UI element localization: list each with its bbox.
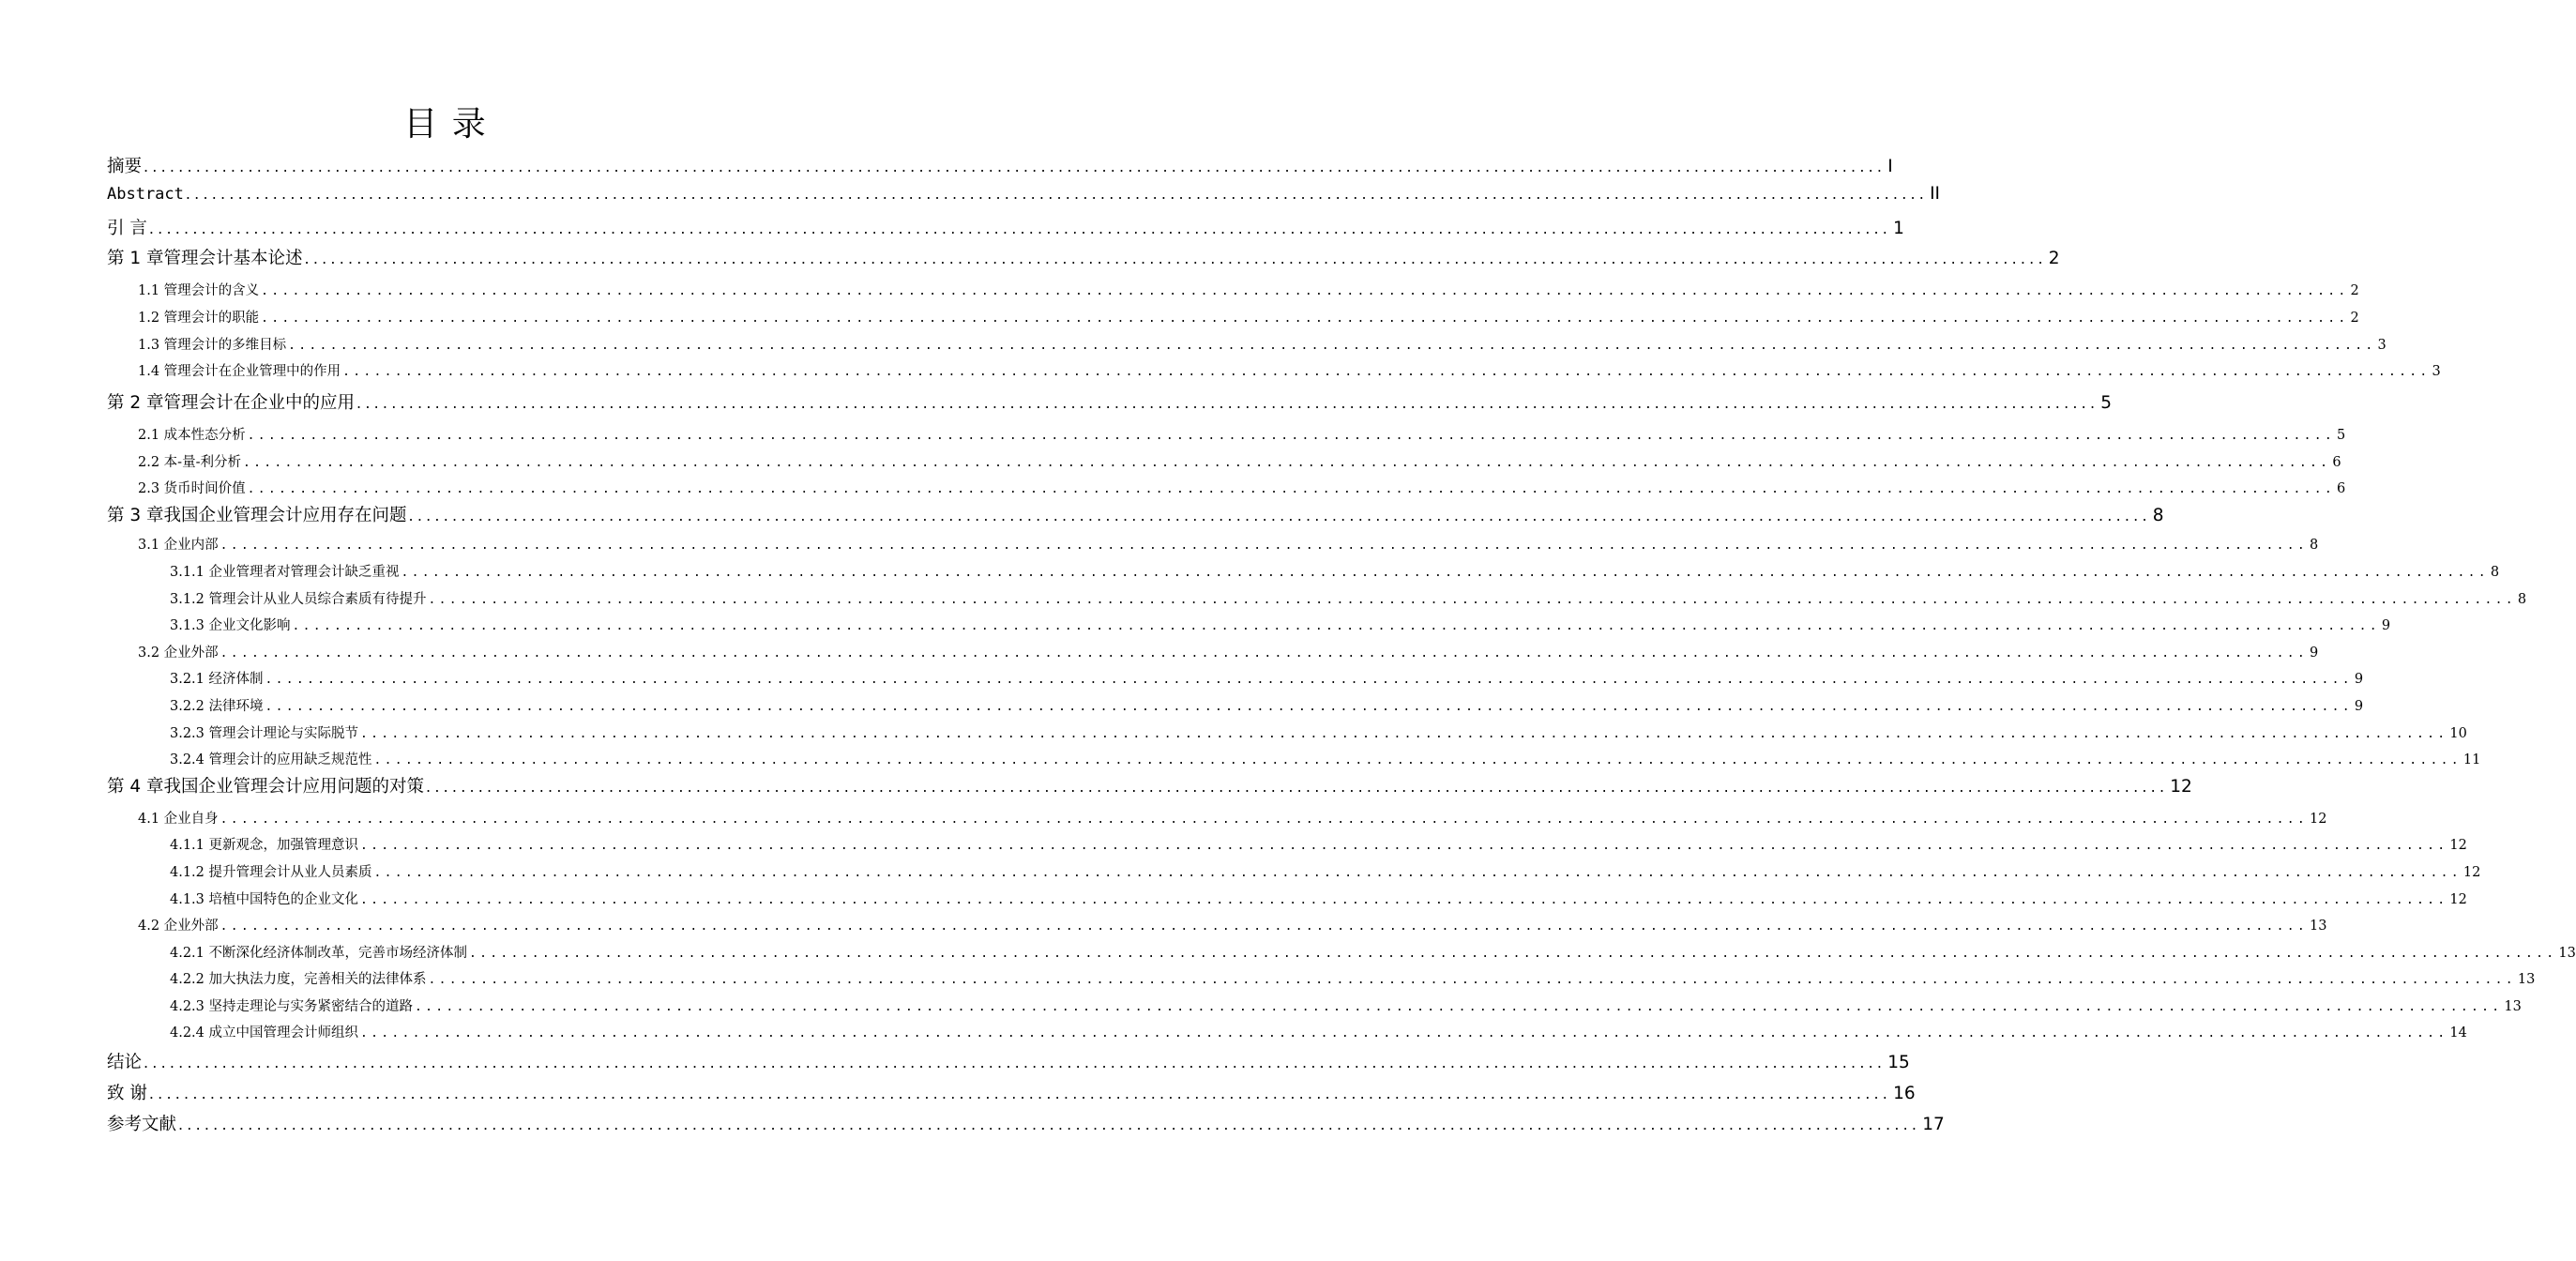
- toc-entry-label: 3.2 企业外部: [138, 646, 219, 661]
- toc-entry-section[interactable]: [138, 280, 2359, 299]
- toc-entry-section[interactable]: [138, 915, 2327, 934]
- toc-entry-label: 2.3 货币时间价值: [138, 481, 246, 496]
- toc-entry-label: 4.2.2 加大执法力度，完善相关的法律体系: [170, 972, 427, 987]
- toc-entry-page: 14: [2449, 1026, 2467, 1041]
- toc-entry-section[interactable]: [138, 808, 2327, 828]
- toc-entry-page: 12: [2449, 838, 2467, 853]
- toc-entry-label: 4.1.3 培植中国特色的企业文化: [170, 892, 359, 907]
- toc-entry-label: 3.2.4 管理会计的应用缺乏规范性: [170, 752, 372, 767]
- toc-entry-label: 4.2.1 不断深化经济体制改革，完善市场经济体制: [170, 946, 468, 961]
- toc-entry-subsection[interactable]: [170, 968, 2536, 988]
- toc-entry-conclusion[interactable]: [107, 1049, 1910, 1073]
- dot-leader: ........................................................................................................................................................................................................: [360, 839, 2448, 853]
- toc-entry-introduction[interactable]: [107, 215, 1904, 239]
- dot-leader: ........................................................................................................................................................................................................: [220, 813, 2309, 827]
- toc-entry-page: 8: [2517, 592, 2527, 607]
- toc-entry-subsection[interactable]: [170, 834, 2467, 854]
- toc-entry-label: 1.1 管理会计的含义: [138, 283, 260, 298]
- toc-entry-label: 4.1.2 提升管理会计从业人员素质: [170, 865, 372, 880]
- toc-entry-page: 9: [2381, 618, 2391, 633]
- toc-entry-label: 3.1.2 管理会计从业人员综合素质有待提升: [170, 592, 427, 607]
- toc-entry-page: 12: [2449, 892, 2467, 907]
- toc-entry-section[interactable]: [138, 307, 2359, 327]
- dot-leader: ........................................................................................................................................................................................................: [220, 646, 2309, 661]
- toc-entry-page: 1: [1893, 219, 1904, 238]
- toc-entry-page: 12: [2462, 865, 2481, 880]
- toc-entry-acknowledgements[interactable]: [107, 1080, 1916, 1104]
- dot-leader: ........................................................................................................................................................................................................: [220, 539, 2309, 553]
- toc-entry-abstract-en[interactable]: [107, 184, 1940, 204]
- toc-entry-page: 10: [2449, 726, 2467, 741]
- toc-entry-chapter-2[interactable]: [107, 389, 2113, 414]
- dot-leader: ........................................................................................................................................................................................................: [292, 619, 2380, 633]
- toc-entry-section[interactable]: [138, 334, 2387, 354]
- toc-entry-subsection[interactable]: [170, 722, 2467, 742]
- toc-entry-page: 13: [2310, 919, 2327, 934]
- toc-entry-label: 第 3 章我国企业管理会计应用存在问题: [107, 506, 407, 525]
- dot-leader: ........................................................................................................................................................................................................: [247, 429, 2336, 443]
- dot-leader: ........................................................................................................................................................................................................: [428, 973, 2516, 987]
- toc-entry-page: 15: [1887, 1053, 1910, 1072]
- toc-entry-label: 4.2.4 成立中国管理会计师组织: [170, 1026, 359, 1041]
- toc-entry-subsection[interactable]: [170, 561, 2500, 581]
- toc-entry-page: 6: [2337, 481, 2346, 496]
- toc-entry-label: 3.2.1 经济体制: [170, 672, 264, 687]
- toc-entry-page: 11: [2462, 752, 2481, 767]
- toc-entry-page: 9: [2354, 699, 2364, 714]
- toc-entry-subsection[interactable]: [170, 995, 2522, 1015]
- toc-entry-label: 3.1.1 企业管理者对管理会计缺乏重视: [170, 565, 400, 580]
- toc-entry-subsection[interactable]: [170, 889, 2467, 908]
- toc-entry-page: 9: [2354, 672, 2364, 687]
- dot-leader: ........................................................................................................................................................................................................: [469, 947, 2557, 961]
- toc-entry-subsection[interactable]: [170, 749, 2481, 768]
- toc-entry-page: 12: [2170, 777, 2192, 797]
- toc-entry-page: 8: [2490, 565, 2500, 580]
- toc-entry-label: 摘要: [107, 157, 143, 176]
- toc-entry-section[interactable]: [138, 534, 2319, 554]
- dot-leader: ........................................................................................................................................................................................................: [304, 250, 2047, 267]
- toc-entry-label: 3.1 企业内部: [138, 538, 219, 553]
- toc-entry-page: 13: [2558, 946, 2576, 961]
- toc-entry-chapter-4[interactable]: [107, 773, 2192, 798]
- dot-leader: ........................................................................................................................................................................................................: [415, 1000, 2503, 1014]
- toc-entry-page: 3: [2377, 338, 2387, 353]
- dot-leader: ........................................................................................................................................................................................................: [261, 284, 2349, 298]
- toc-entry-page: 6: [2332, 455, 2341, 470]
- toc-entry-references[interactable]: [107, 1111, 1945, 1135]
- toc-entry-label: 4.1.1 更新观念，加强管理意识: [170, 838, 359, 853]
- toc-entry-page: 13: [2504, 999, 2522, 1014]
- dot-leader: ........................................................................................................................................................................................................: [360, 893, 2448, 907]
- toc-entry-section[interactable]: [138, 360, 2441, 380]
- toc-entry-page: 17: [1922, 1115, 1945, 1134]
- toc-entry-page: 8: [2152, 506, 2164, 525]
- toc-entry-label: 1.4 管理会计在企业管理中的作用: [138, 364, 341, 379]
- toc-entry-subsection[interactable]: [170, 695, 2364, 715]
- toc-entry-page: 2: [2350, 283, 2359, 298]
- dot-leader: ........................................................................................................................................................................................................: [342, 365, 2431, 379]
- dot-leader: ........................................................................................................................................................................................................: [148, 1085, 1892, 1102]
- dot-leader: ........................................................................................................................................................................................................: [265, 673, 2353, 687]
- toc-entry-label: 致 谢: [107, 1084, 147, 1103]
- toc-entry-label: 3.2.2 法律环境: [170, 699, 264, 714]
- toc-entry-page: 9: [2310, 646, 2319, 661]
- toc-entry-label: 3.1.3 企业文化影响: [170, 618, 291, 633]
- toc-entry-label: 4.2.3 坚持走理论与实务紧密结合的道路: [170, 999, 414, 1014]
- toc-entry-page: 2: [2048, 249, 2060, 268]
- page-title: 目 录: [403, 105, 488, 144]
- toc-entry-label: 4.2 企业外部: [138, 919, 219, 934]
- dot-leader: ........................................................................................................................................................................................................: [148, 220, 1892, 237]
- toc-entry-page: 3: [2432, 364, 2441, 379]
- dot-leader: ........................................................................................................................................................................................................: [373, 753, 2462, 767]
- toc-entry-section[interactable]: [138, 451, 2341, 471]
- dot-leader: ........................................................................................................................................................................................................: [261, 311, 2349, 326]
- toc-entry-label: 2.2 本-量-利分析: [138, 455, 241, 470]
- toc-entry-page: 5: [2337, 428, 2346, 443]
- toc-entry-page: I: [1887, 157, 1893, 176]
- toc-entry-page: 8: [2310, 538, 2319, 553]
- dot-leader: ........................................................................................................................................................................................................: [360, 1026, 2448, 1041]
- toc-entry-label: 参考文献: [107, 1115, 177, 1134]
- toc-entry-page: 13: [2517, 972, 2536, 987]
- toc-entry-page: 16: [1893, 1084, 1916, 1103]
- dot-leader: ........................................................................................................................................................................................................: [220, 919, 2309, 934]
- dot-leader: ........................................................................................................................................................................................................: [288, 339, 2376, 353]
- toc-entry-subsection[interactable]: [170, 861, 2481, 881]
- toc-entry-label: 1.3 管理会计的多维目标: [138, 338, 287, 353]
- toc-entry-chapter-1[interactable]: [107, 245, 2060, 269]
- dot-leader: ........................................................................................................................................................................................................: [178, 1116, 1921, 1133]
- toc-entry-label: 1.2 管理会计的职能: [138, 311, 260, 326]
- toc-entry-label: 引 言: [107, 219, 147, 238]
- toc-entry-label: 4.1 企业自身: [138, 812, 219, 827]
- toc-entry-page: II: [1930, 184, 1940, 204]
- toc-entry-subsection[interactable]: [170, 1022, 2467, 1041]
- toc-entry-label: 第 1 章管理会计基本论述: [107, 249, 303, 268]
- toc-entry-page: 2: [2350, 311, 2359, 326]
- dot-leader: ........................................................................................................................................................................................................: [428, 593, 2516, 607]
- toc-entry-subsection[interactable]: [170, 668, 2364, 688]
- toc-entry-page: 5: [2100, 393, 2113, 413]
- toc-entry-label: 结论: [107, 1053, 143, 1072]
- dot-leader: ........................................................................................................................................................................................................: [401, 566, 2489, 580]
- toc-entry-section[interactable]: [138, 642, 2319, 661]
- dot-leader: ........................................................................................................................................................................................................: [247, 482, 2336, 496]
- toc-entry-section[interactable]: [138, 424, 2346, 444]
- toc-entry-label: 3.2.3 管理会计理论与实际脱节: [170, 726, 359, 741]
- toc-entry-subsection[interactable]: [170, 588, 2527, 608]
- toc-entry-subsection[interactable]: [170, 615, 2391, 634]
- dot-leader: ........................................................................................................................................................................................................: [265, 700, 2353, 714]
- dot-leader: ........................................................................................................................................................................................................: [360, 727, 2448, 741]
- toc-entry-label: Abstract: [107, 185, 184, 204]
- dot-leader: ........................................................................................................................................................................................................: [356, 394, 2099, 412]
- dot-leader: ........................................................................................................................................................................................................: [426, 778, 2169, 796]
- toc-entry-abstract-cn[interactable]: [107, 153, 1893, 177]
- dot-leader: ........................................................................................................................................................................................................: [373, 866, 2462, 880]
- dot-leader: ........................................................................................................................................................................................................: [242, 456, 2331, 470]
- toc-entry-label: 第 4 章我国企业管理会计应用问题的对策: [107, 777, 425, 797]
- dot-leader: ........................................................................................................................................................................................................: [408, 507, 2151, 524]
- toc-entry-page: 12: [2310, 812, 2327, 827]
- dot-leader: ........................................................................................................................................................................................................: [144, 158, 1887, 175]
- toc-entry-section[interactable]: [138, 478, 2346, 497]
- toc-entry-chapter-3[interactable]: [107, 502, 2164, 526]
- toc-entry-label: 第 2 章管理会计在企业中的应用: [107, 393, 356, 413]
- toc-entry-subsection[interactable]: [170, 942, 2576, 962]
- toc-entry-label: 2.1 成本性态分析: [138, 428, 246, 443]
- dot-leader: ........................................................................................................................................................................................................: [144, 1054, 1887, 1071]
- dot-leader: ........................................................................................................................................................................................................: [185, 185, 1929, 203]
